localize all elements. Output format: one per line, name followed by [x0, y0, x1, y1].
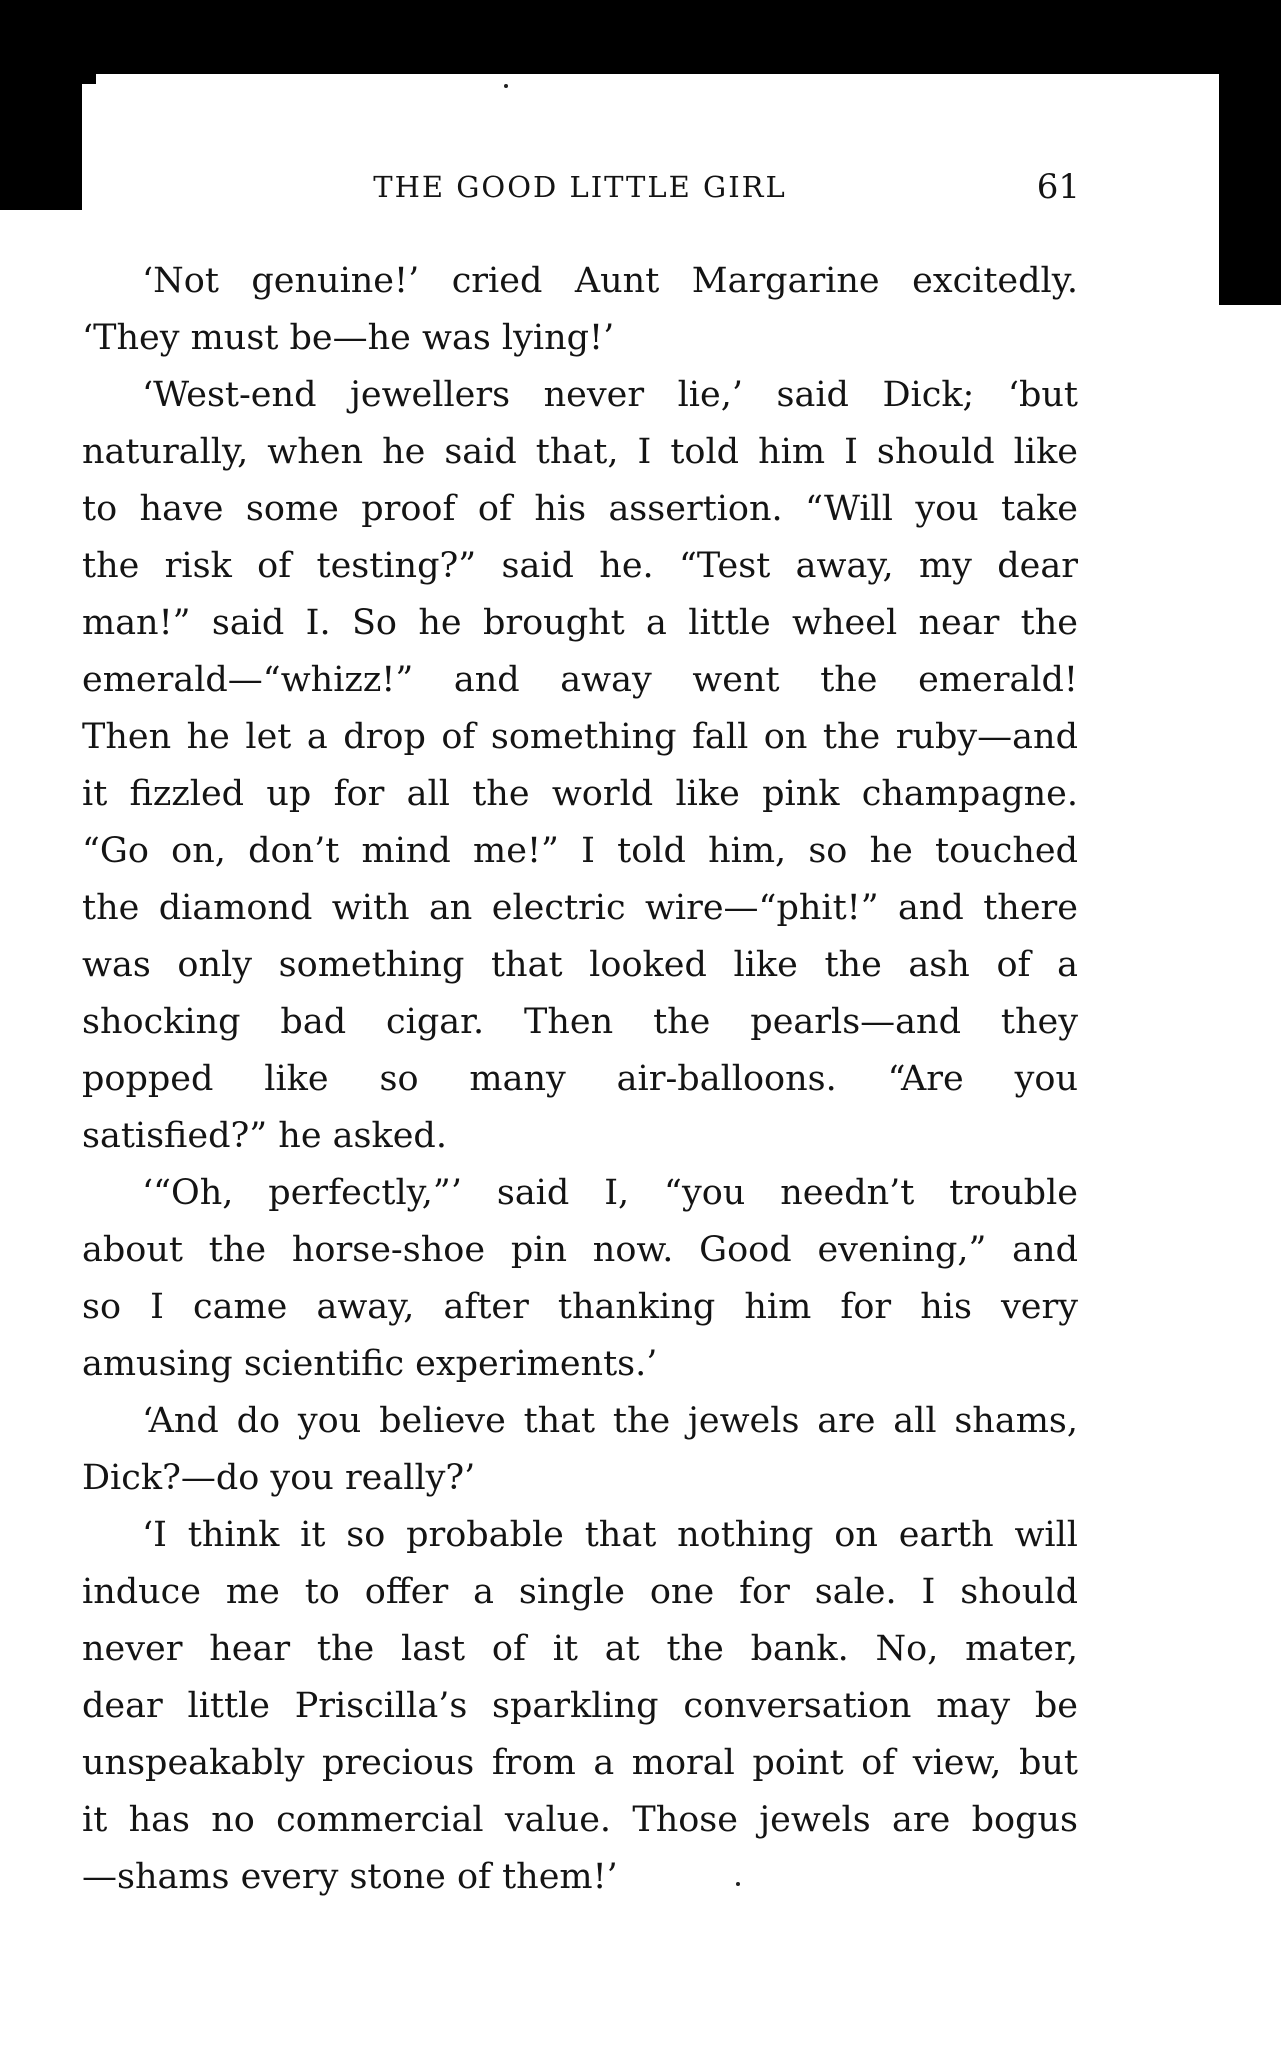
- text-line: popped like so many air-balloons. “Are you: [82, 1059, 1078, 1099]
- text-line: shocking bad cigar. Then the pearls—and they: [82, 1002, 1078, 1042]
- text-line: ‘Not genuine!’ cried Aunt Margarine excitedly.: [142, 261, 1078, 301]
- scan-margin-top: [0, 0, 1281, 74]
- scan-margin-notch: [82, 60, 96, 84]
- text-line: dear little Priscilla’s sparkling conversation may be: [82, 1686, 1078, 1726]
- text-line: amusing scientific experiments.’: [82, 1344, 658, 1384]
- text-line: ‘“Oh, perfectly,”’ said I, “you needn’t trouble: [142, 1173, 1078, 1213]
- text-line: —shams every stone of them!’: [82, 1857, 618, 1897]
- text-line: naturally, when he said that, I told him I should like: [82, 432, 1078, 472]
- text-line: unspeakably precious from a moral point of view, but: [82, 1743, 1078, 1783]
- text-line: induce me to offer a single one for sale. I should: [82, 1572, 1078, 1612]
- text-line: the risk of testing?” said he. “Test away, my dear: [82, 546, 1078, 586]
- text-line: satisfied?” he asked.: [82, 1116, 447, 1156]
- text-line: the diamond with an electric wire—“phit!” and there: [82, 888, 1078, 928]
- text-line: it has no commercial value. Those jewels are bogus: [82, 1800, 1078, 1840]
- text-line: man!” said I. So he brought a little wheel near the: [82, 603, 1078, 643]
- text-line: was only something that looked like the ash of a: [82, 945, 1078, 985]
- text-line: ‘They must be—he was lying!’: [82, 318, 615, 358]
- text-line: Dick?—do you really?’: [82, 1458, 476, 1498]
- text-line: ‘West-end jewellers never lie,’ said Dick; ‘but: [142, 375, 1078, 415]
- text-line: never hear the last of it at the bank. No, mater,: [82, 1629, 1078, 1669]
- text-line: about the horse-shoe pin now. Good evening,” and: [82, 1230, 1078, 1270]
- scan-margin-left: [0, 60, 82, 210]
- text-line: so I came away, after thanking him for his very: [82, 1287, 1078, 1327]
- text-line: to have some proof of his assertion. “Will you take: [82, 489, 1078, 529]
- body-text: [82, 253, 1078, 1906]
- text-line: “Go on, don’t mind me!” I told him, so he touched: [82, 831, 1078, 871]
- text-line: it fizzled up for all the world like pink champagne.: [82, 774, 1078, 814]
- text-line: Then he let a drop of something fall on the ruby—and: [82, 717, 1078, 757]
- text-line: emerald—“whizz!” and away went the emerald!: [82, 660, 1078, 700]
- running-head: [80, 165, 1080, 209]
- running-title: THE GOOD LITTLE GIRL: [373, 170, 787, 204]
- ink-speck: [504, 84, 508, 88]
- text-line: ‘And do you believe that the jewels are all shams,: [142, 1401, 1078, 1441]
- page-number: 61: [1036, 167, 1080, 207]
- text-line: ‘I think it so probable that nothing on earth will: [142, 1515, 1078, 1555]
- scan-margin-right: [1219, 60, 1281, 305]
